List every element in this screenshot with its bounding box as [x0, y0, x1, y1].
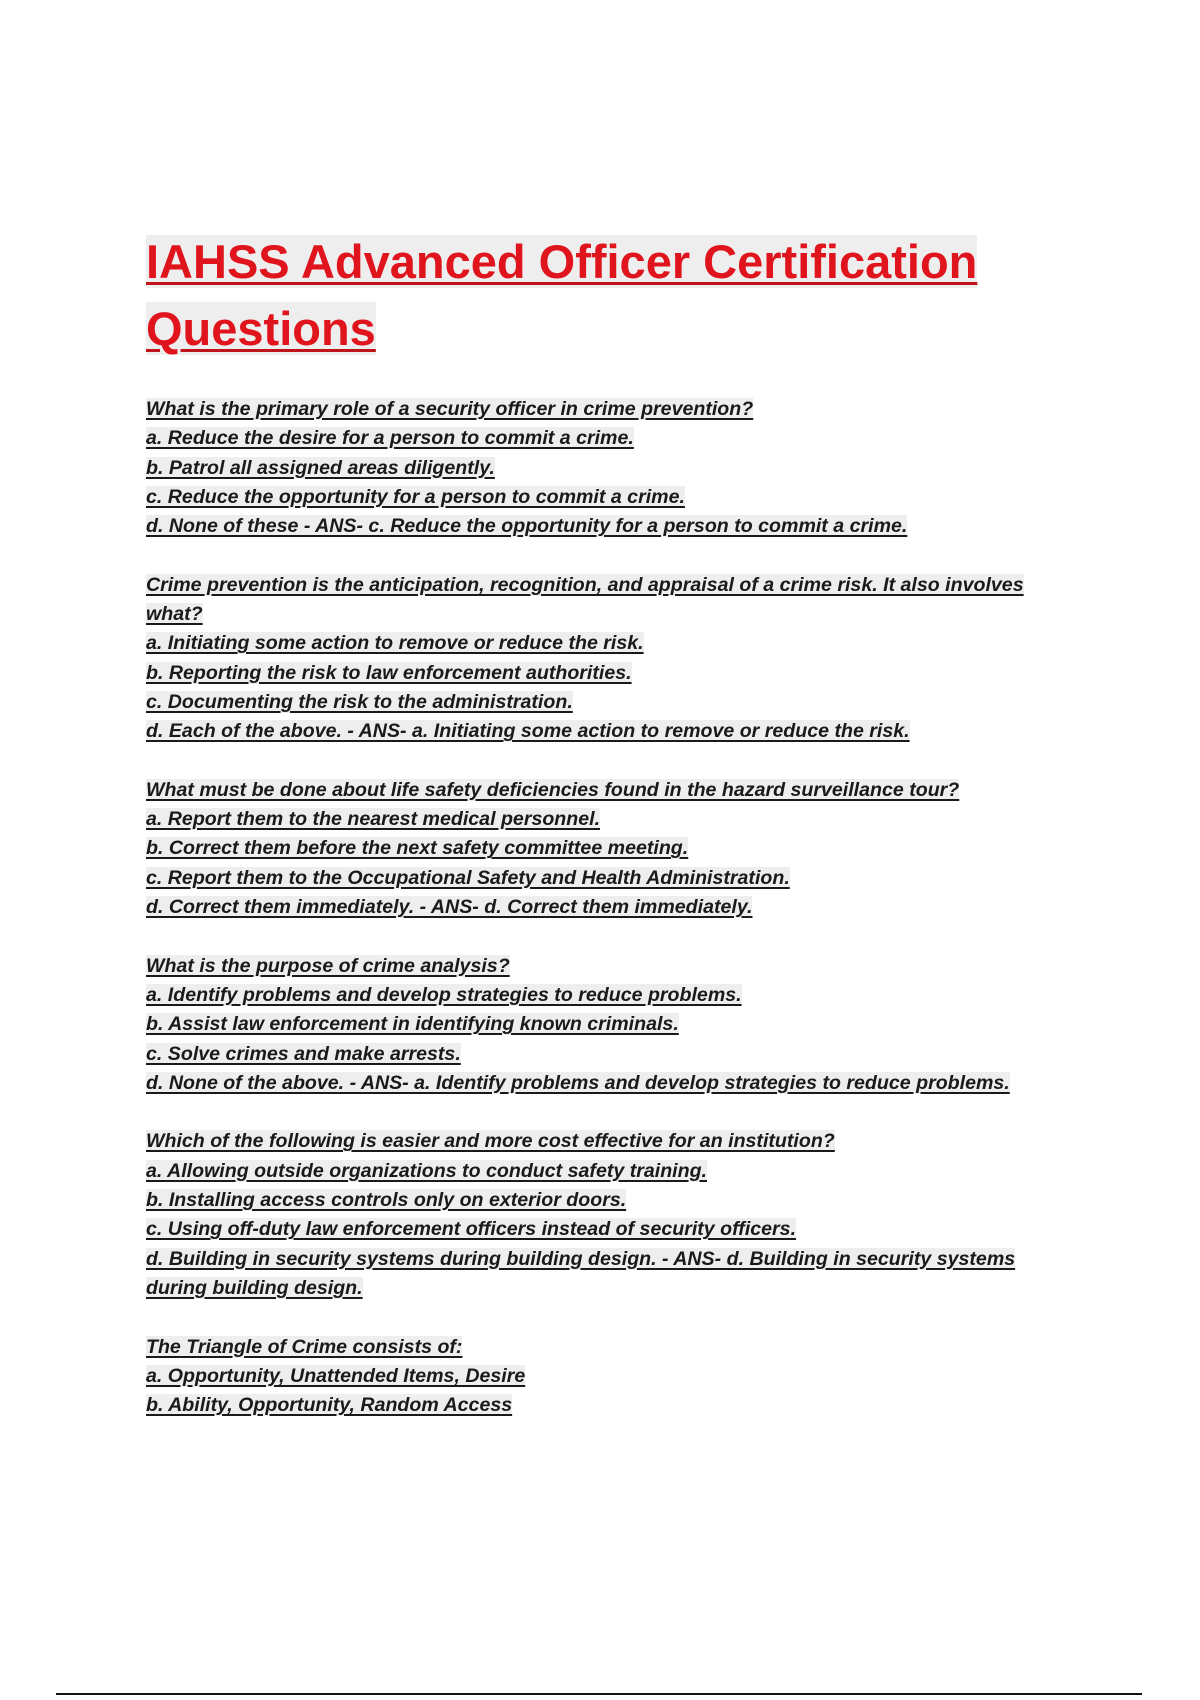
answer-option-text: b. Ability, Opportunity, Random Access — [146, 1394, 513, 1417]
answer-option-text: d. None of these - ANS- c. Reduce the opportunity for a person to commit a crime. — [146, 515, 908, 538]
answer-option — [146, 1215, 1076, 1244]
document-title — [146, 228, 1106, 362]
answer-option-text: c. Using off-duty law enforcement officers instead of security officers. — [146, 1218, 797, 1241]
question-text-text: Which of the following is easier and more cost effective for an institution? — [146, 1130, 835, 1153]
answer-option — [146, 1362, 1076, 1391]
answer-option — [146, 864, 1076, 893]
question-text — [146, 395, 1076, 424]
answer-option-text: d. Correct them immediately. - ANS- d. Correct them immediately. — [146, 896, 753, 919]
question-text-text: The Triangle of Crime consists of: — [146, 1335, 463, 1358]
question-text-text: What is the purpose of crime analysis? — [146, 954, 510, 977]
answer-option — [146, 483, 1076, 512]
answer-option — [146, 1010, 1076, 1039]
answer-option-text: b. Installing access controls only on exterior doors. — [146, 1189, 627, 1212]
answer-option — [146, 1391, 1076, 1420]
answer-option — [146, 424, 1076, 453]
answer-option-text: a. Opportunity, Unattended Items, Desire — [146, 1364, 526, 1387]
document-title-text: IAHSS Advanced Officer Certification Questions — [146, 235, 978, 355]
answer-option — [146, 454, 1076, 483]
question-text — [146, 571, 1076, 630]
question-block — [146, 1127, 1076, 1303]
answer-option — [146, 1157, 1076, 1186]
answer-option-text: a. Reduce the desire for a person to commit a crime. — [146, 427, 634, 450]
question-text — [146, 776, 1076, 805]
question-list — [146, 395, 1076, 1450]
answer-option-text: b. Patrol all assigned areas diligently. — [146, 456, 495, 479]
answer-option-text: b. Correct them before the next safety committee meeting. — [146, 837, 689, 860]
question-block — [146, 571, 1076, 747]
answer-option-text: c. Report them to the Occupational Safety and Health Administration. — [146, 866, 790, 889]
answer-option-text: b. Assist law enforcement in identifying known criminals. — [146, 1013, 679, 1036]
question-text — [146, 1333, 1076, 1362]
answer-option — [146, 981, 1076, 1010]
question-block — [146, 952, 1076, 1098]
answer-option-text: d. None of the above. - ANS- a. Identify problems and develop strategies to reduce problems. — [146, 1071, 1010, 1094]
answer-option — [146, 1186, 1076, 1215]
answer-option-text: a. Identify problems and develop strategies to reduce problems. — [146, 983, 742, 1006]
answer-option-text: a. Report them to the nearest medical personnel. — [146, 808, 601, 831]
answer-option — [146, 834, 1076, 863]
question-text — [146, 1127, 1076, 1156]
answer-option-text: a. Allowing outside organizations to conduct safety training. — [146, 1159, 707, 1182]
answer-option-text: c. Solve crimes and make arrests. — [146, 1042, 461, 1065]
answer-option — [146, 1245, 1076, 1304]
question-text-text: Crime prevention is the anticipation, recognition, and appraisal of a crime risk. It also involves what? — [146, 573, 1024, 626]
answer-option — [146, 659, 1076, 688]
page-bottom-rule — [56, 1693, 1142, 1695]
answer-option-text: d. Each of the above. - ANS- a. Initiating some action to remove or reduce the risk. — [146, 720, 910, 743]
answer-option — [146, 805, 1076, 834]
answer-option — [146, 717, 1076, 746]
answer-option — [146, 1069, 1076, 1098]
answer-option — [146, 893, 1076, 922]
question-block — [146, 395, 1076, 541]
answer-option — [146, 688, 1076, 717]
answer-option-text: c. Documenting the risk to the administration. — [146, 690, 573, 713]
answer-option — [146, 1040, 1076, 1069]
answer-option — [146, 629, 1076, 658]
question-text-text: What is the primary role of a security officer in crime prevention? — [146, 398, 754, 420]
question-text — [146, 952, 1076, 981]
question-block — [146, 776, 1076, 922]
answer-option — [146, 512, 1076, 541]
question-block — [146, 1333, 1076, 1421]
answer-option-text: d. Building in security systems during building design. - ANS- d. Building in security systems during building design. — [146, 1247, 1016, 1299]
answer-option-text: c. Reduce the opportunity for a person to commit a crime. — [146, 485, 685, 508]
question-text-text: What must be done about life safety deficiencies found in the hazard surveillance tour? — [146, 778, 960, 801]
answer-option-text: a. Initiating some action to remove or reduce the risk. — [146, 632, 644, 655]
answer-option-text: b. Reporting the risk to law enforcement authorities. — [146, 661, 632, 684]
